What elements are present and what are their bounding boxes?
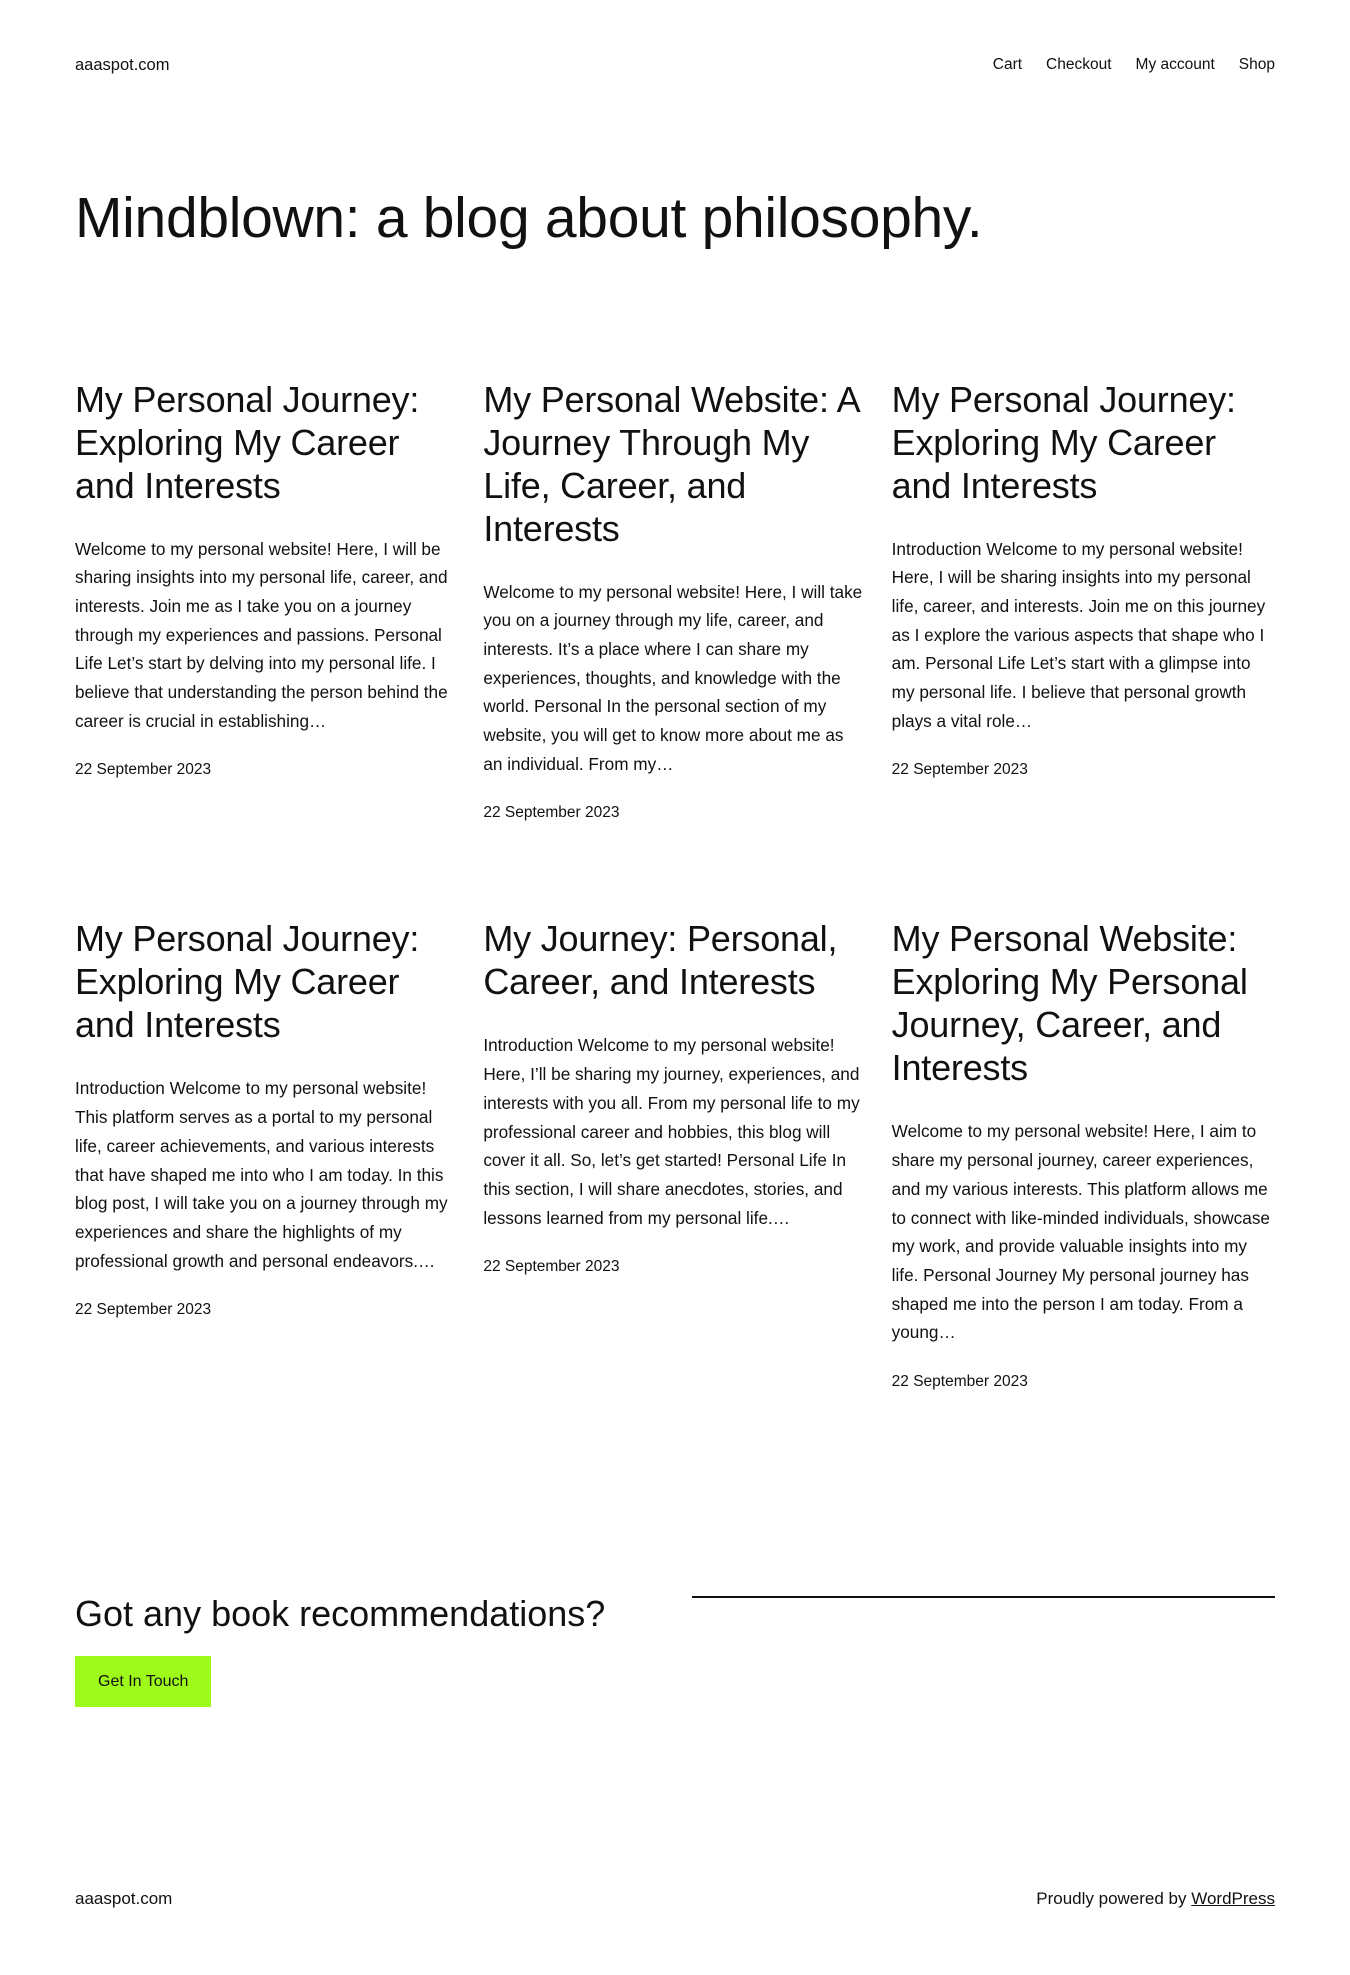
nav-item-cart[interactable]: Cart [992, 56, 1023, 73]
cta-content [75, 1592, 605, 1707]
powered-by [1036, 1887, 1275, 1911]
post-date: 22 September 2023 [891, 761, 1028, 779]
posts-grid [75, 378, 1275, 1395]
post-title-link[interactable]: My Personal Journey: Exploring My Career and Interests [75, 918, 420, 1046]
post-title-link[interactable]: My Personal Journey: Exploring My Career and Interests [891, 378, 1236, 506]
post-title-link[interactable]: My Journey: Personal, Career, and Interests [483, 918, 838, 1003]
post-title [75, 917, 458, 1046]
post-excerpt: Welcome to my personal website! Here, I will be sharing insights into my personal life, career, and interests. Join me as I take you on a journey through my experiences and passions. Personal Life Let’s start by delving into my personal life. I believe that understanding the person behind the career is crucial in establishing… [75, 538, 448, 731]
nav-item-my-account[interactable]: My account [1135, 56, 1215, 73]
get-in-touch-button[interactable]: Get In Touch [75, 1656, 211, 1707]
site-footer [75, 1887, 1275, 1911]
site-title-link[interactable]: aaaspot.com [75, 56, 170, 74]
post-title-link[interactable]: My Personal Website: A Journey Through My Life, Career, and Interests [483, 378, 859, 549]
wordpress-link[interactable]: WordPress [1191, 1889, 1275, 1908]
nav-item-checkout[interactable]: Checkout [1046, 56, 1112, 73]
post-date: 22 September 2023 [75, 1301, 212, 1319]
post-excerpt: Welcome to my personal website! Here, I will take you on a journey through my life, career, and interests. It’s a place where I can share my experiences, thoughts, and knowledge with the world. Personal In the personal section of my website, you will get to know more about me as an individual. From my… [483, 581, 863, 774]
post-title-link[interactable]: My Personal Journey: Exploring My Career and Interests [75, 378, 420, 506]
post-date: 22 September 2023 [483, 1258, 620, 1276]
blog-heading: Mindblown: a blog about philosophy. [75, 186, 983, 250]
post-date: 22 September 2023 [891, 1373, 1028, 1391]
cta-divider [692, 1596, 1275, 1598]
post-card [483, 917, 866, 1394]
nav-item-shop[interactable]: Shop [1238, 56, 1275, 73]
post-title [892, 917, 1275, 1089]
post-excerpt: Welcome to my personal website! Here, I aim to share my personal journey, career experiences, and my various interests. This platform allows me to connect with like-minded individuals, showcase my work, and provide valuable insights into my life. Personal Journey My personal journey has shaped me into the person I am today. From a young… [891, 1121, 1270, 1343]
post-title-link[interactable]: My Personal Website: Exploring My Personal Journey, Career, and Interests [891, 918, 1248, 1089]
site-header [75, 0, 1275, 84]
post-date: 22 September 2023 [483, 804, 620, 822]
cta-heading: Got any book recommendations? [75, 1593, 606, 1634]
post-title [483, 378, 866, 550]
cta-section [75, 1592, 1275, 1707]
main-navigation [993, 53, 1275, 77]
post-card [75, 378, 458, 826]
powered-by-text: Proudly powered by [1036, 1889, 1192, 1908]
post-title [483, 917, 866, 1003]
footer-site-title-link[interactable]: aaaspot.com [75, 1889, 173, 1908]
post-excerpt: Introduction Welcome to my personal website! This platform serves as a portal to my personal life, career achievements, and various interests that have shaped me into who I am today. In this blog post, I will take you on a journey through my experiences and share the highlights of my professional growth and personal endeavors.… [75, 1078, 448, 1271]
post-date: 22 September 2023 [75, 761, 212, 779]
post-title [892, 378, 1275, 507]
post-title [75, 378, 458, 507]
post-excerpt: Introduction Welcome to my personal website! Here, I’ll be sharing my journey, experiences, and interests with you all. From my personal life to my professional career and hobbies, this blog will cover it all. So, let’s get started! Personal Life In this section, I will share anecdotes, stories, and lessons learned from my personal life.… [483, 1035, 860, 1228]
post-card [892, 378, 1275, 826]
post-excerpt: Introduction Welcome to my personal website! Here, I will be sharing insights into my personal life, career, and interests. Join me on this journey as I explore the various aspects that shape who I am. Personal Life Let’s start with a glimpse into my personal life. I believe that personal growth plays a vital role… [891, 538, 1266, 731]
post-card [892, 917, 1275, 1394]
post-card [483, 378, 866, 826]
post-card [75, 917, 458, 1394]
